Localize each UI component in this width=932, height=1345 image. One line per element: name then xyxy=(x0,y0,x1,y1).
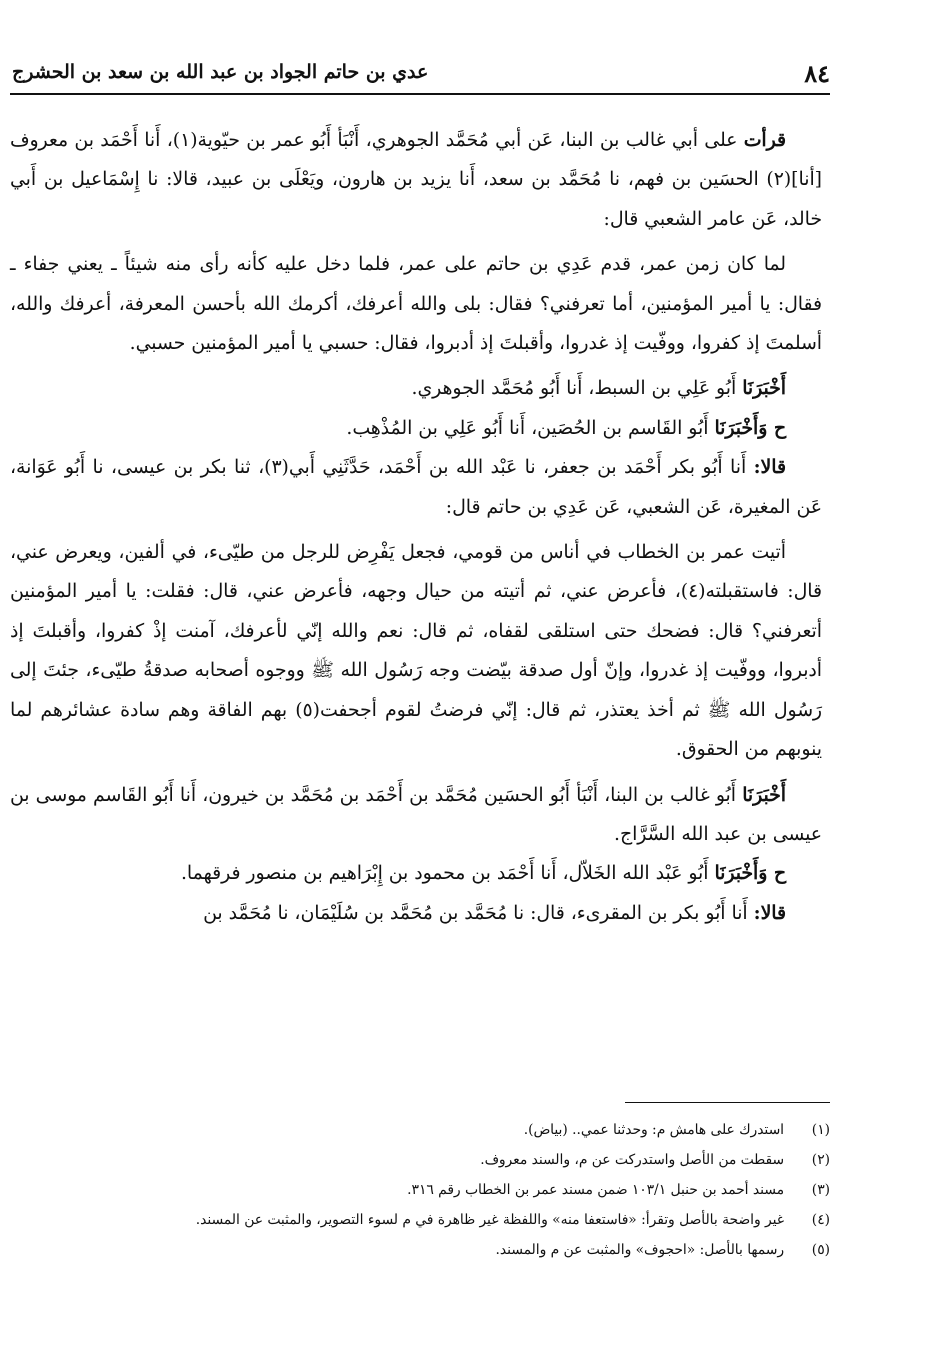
paragraph-lead: قالا: xyxy=(753,456,786,479)
paragraph-lead: ح وَأَخْبَرَنَا xyxy=(714,416,786,439)
paragraph-lead: أَخْبَرَنَا xyxy=(742,783,786,806)
paragraph-text: أَنا أَبُو بكر بن المقرىء، قال: نا مُحَمَّد بن مُحَمَّد بن سُلَيْمَان، نا مُحَمَّد بن xyxy=(203,902,748,924)
paragraph-text: أَبُو القَاسم بن الحُصَين، أَنا أَبُو عَلِي بن المُذْهِب. xyxy=(346,417,709,439)
footnote xyxy=(10,1115,830,1145)
main-text xyxy=(10,121,822,933)
paragraph-text: لما كان زمن عمر، قدم عَدِي بن حاتم على عمر، فلما دخل عليه كأنه رأى منه شيئاً ـ يعني جفاء ـ فقال: يا أمير المؤمنين، أما تعرفني؟ فقال: بلى والله أعرفك، أكرمك الله بأحسن المعرفة، أعرفك والله، أسلمتَ إذ كفروا، ووفّيت إذ غدروا، وأقبلتَ إذ أدبروا، فقال: حسبي يا أمير المؤمنين حسبي. xyxy=(10,254,822,355)
page-header xyxy=(10,55,830,95)
book-page xyxy=(10,55,830,1335)
running-title: عدي بن حاتم الجواد بن عبد الله بن سعد بن الحشرج xyxy=(12,61,429,83)
paragraph-5 xyxy=(10,448,822,527)
footnote-number: (٢) xyxy=(811,1152,830,1168)
footnote xyxy=(10,1235,830,1265)
footnotes-divider xyxy=(625,1102,830,1103)
paragraph-lead: قرأت xyxy=(743,129,786,151)
footnotes xyxy=(10,1115,830,1265)
footnote-number: (٤) xyxy=(811,1212,830,1228)
paragraph-2 xyxy=(10,245,822,363)
paragraph-lead: أَخْبَرَنَا xyxy=(742,377,786,400)
paragraph-text: أَنا أَبُو بكر أَحْمَد بن جعفر، نا عَبْد الله بن أَحْمَد، حَدَّثَنِي أَبي(٣)، ثنا بكر بن عيسى، نا أَبُو عَوَانة، عَن المغيرة، عَن الشعبي، عَن عَدِي بن حاتم قال: xyxy=(10,457,822,518)
paragraph-lead: قالا: xyxy=(753,901,786,924)
footnote-number: (٥) xyxy=(811,1242,830,1258)
page-number: ٨٤ xyxy=(804,59,830,88)
paragraph-6 xyxy=(10,533,822,769)
paragraph-1 xyxy=(10,121,822,239)
paragraph-4 xyxy=(10,409,822,448)
footnote-number: (١) xyxy=(811,1122,830,1138)
footnote-text: رسمها بالأصل: «احجوف» والمثبت عن م والمسند. xyxy=(495,1242,784,1258)
paragraph-9 xyxy=(10,894,822,933)
footnote-text: استدرك على هامش م: وحدثنا عمي.. (بياض). xyxy=(523,1122,784,1138)
footnote-number: (٣) xyxy=(811,1182,830,1198)
paragraph-8 xyxy=(10,854,822,893)
paragraph-lead: ح وَأَخْبَرَنَا xyxy=(714,862,786,885)
paragraph-3 xyxy=(10,369,822,408)
footnote-text: سقطت من الأصل واستدركت عن م، والسند معروف. xyxy=(480,1152,784,1168)
footnote xyxy=(10,1175,830,1205)
paragraph-7 xyxy=(10,776,822,855)
paragraph-text: أَبُو عَبْد الله الخَلاّل، أَنا أَحْمَد بن محمود بن إِبْرَاهيم بن منصور فرقهما. xyxy=(180,863,709,885)
paragraph-text: على أبي غالب بن البنا، عَن أبي مُحَمَّد الجوهري، أَنْبَأ أَبُو عمر بن حيّوية(١)، أَنا أَحْمَد بن معروف [أنا](٢) الحسَين بن فهم، نا مُحَمَّد بن سعد، أَنا يزيد بن هارون، ويَعْلَى بن عبيد، قالا: نا إِسْمَاعيل بن أَبي خالد، عَن عامر الشعبي قال: xyxy=(10,130,822,230)
footnote-text: مسند أحمد بن حنبل ١٠٣/١ ضمن مسند عمر بن الخطاب رقم ٣١٦. xyxy=(407,1182,784,1198)
paragraph-text: أتيت عمر بن الخطاب في أناس من قومي، فجعل يَفْرِض للرجل من طيّىء، في ألفين، ويعرض عني، قال: فاستقبلته(٤)، فأعرض عني، ثم أتيته من حيال وجهه، فأعرض عني، قال: فقلت: يا أمير المؤمنين أتعرفني؟ قال: فضحك حتى استلقى لقفاه، ثم قال: نعم والله إنّي لأعرفك، آمنت إذْ كفروا، وأقبلتَ إذ أدبروا، ووفّيت إذ غدروا، وإنّ أول صدقة بيّضت وجه رَسُول الله ﷺ ووجوه أصحابه صدقةُ طيّىء، جئتَ إلى رَسُول الله ﷺ ثم أخذ يعتذر، ثم قال: إنّي فرضتُ لقوم أجحفت(٥) بهم الفاقة وهم سادة عشائرهم لما ينوبهم من الحقوق. xyxy=(10,542,822,761)
footnote xyxy=(10,1205,830,1235)
footnote-text: غير واضحة بالأصل وتقرأ: «فاستعفا منه» واللفظة غير ظاهرة في م لسوء التصوير، والمثبت عن المسند. xyxy=(195,1212,784,1228)
footnote xyxy=(10,1145,830,1175)
paragraph-text: أَبُو غالب بن البنا، أَنْبَأ أَبُو الحسَين مُحَمَّد بن أَحْمَد بن مُحَمَّد بن خيرون، أَنا أَبُو القَاسم موسى بن عيسى بن عبد الله السَّرَّاج. xyxy=(10,784,822,845)
paragraph-text: أَبُو عَلِي بن السبط، أَنا أَبُو مُحَمَّد الجوهري. xyxy=(411,378,737,400)
